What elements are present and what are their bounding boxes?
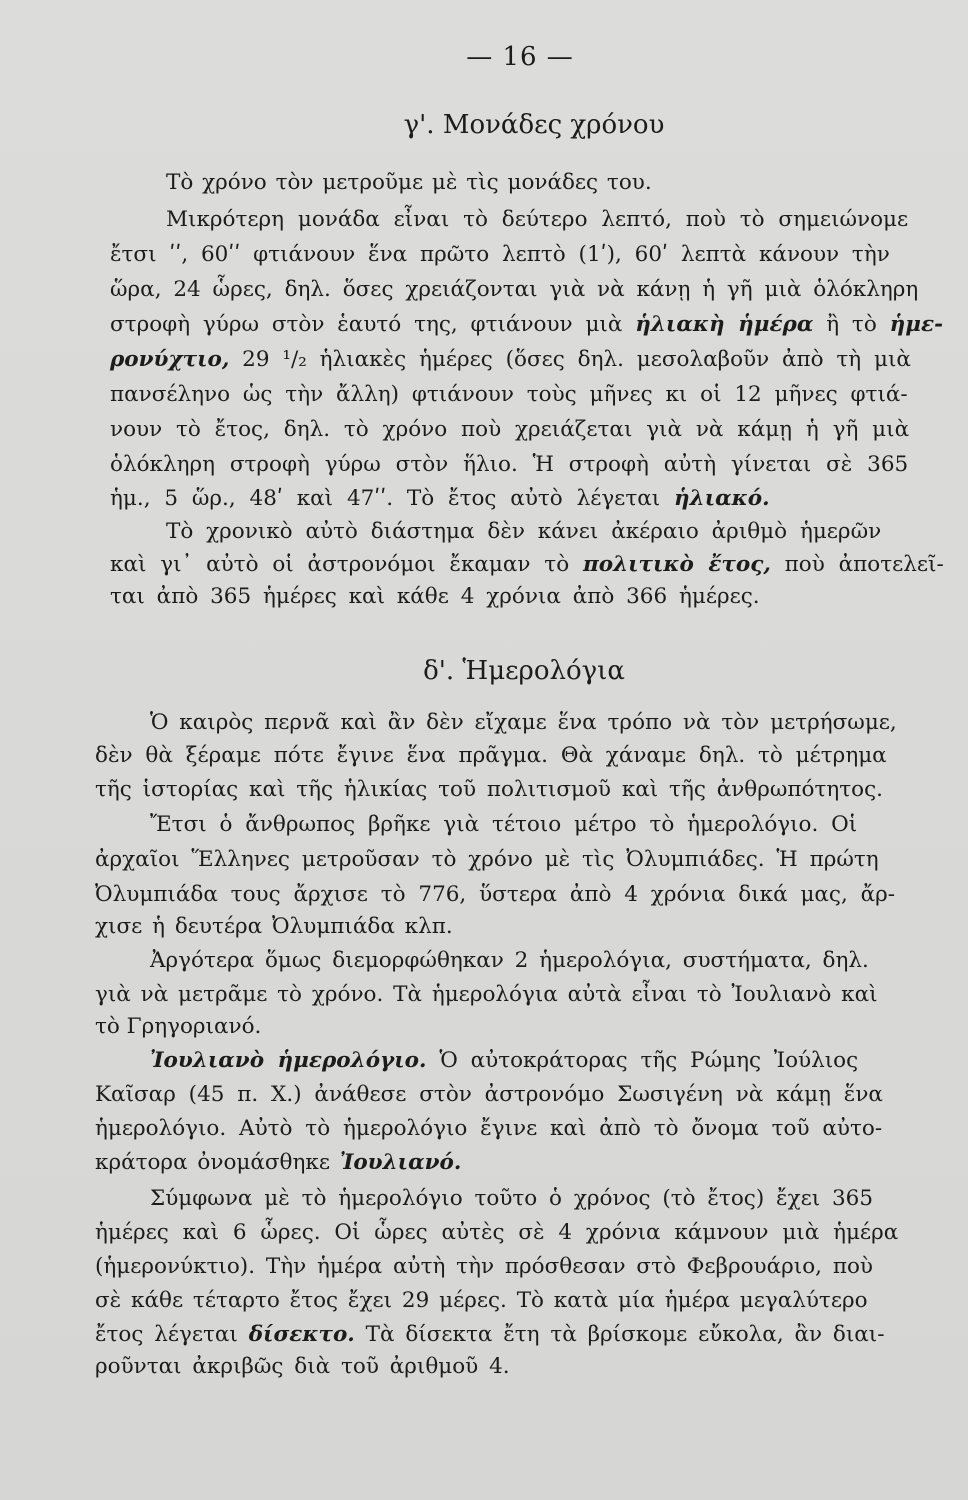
text-line: ὥρα, 24 ὧρες, δηλ. ὅσες χρειάζονται γιὰ νὰ κάνῃ ἡ γῆ μιὰ ὁλόκληρη — [110, 277, 919, 302]
text-line: πανσέληνο ὡς τὴν ἄλλη) φτιάνουν τοὺς μῆνες κι οἱ 12 μῆνες φτιά- — [110, 382, 908, 407]
text-line: δὲν θὰ ξέραμε πότε ἔγινε ἕνα πρᾶγμα. Θὰ χάναμε δηλ. τὸ μέτρημα — [95, 743, 887, 768]
text-line — [95, 1320, 885, 1350]
emphasis-nychthemeron-end: ρονύχτιο, — [110, 347, 230, 372]
emphasis-solar-day: ἡλιακὴ ἡμέρα — [635, 312, 814, 337]
text-line: ὁλόκληρη στροφὴ γύρω στὸν ἥλιο. Ἡ στροφὴ αὐτὴ γίνεται σὲ 365 — [110, 452, 909, 477]
text-line: ται ἀπὸ 365 ἡμέρες καὶ κάθε 4 χρόνια ἀπὸ 366 ἡμέρες. — [110, 584, 760, 609]
text-line: Ὀλυμπιάδα τους ἄρχισε τὸ 776, ὕστερα ἀπὸ 4 χρόνια δικά μας, ἄρ- — [95, 882, 896, 907]
text-line: Σύμφωνα μὲ τὸ ἡμερολόγιο τοῦτο ὁ χρόνος (τὸ ἔτος) ἔχει 365 — [150, 1186, 874, 1211]
emphasis-julian: Ἰουλιανό. — [339, 1150, 462, 1175]
text-run: Τὰ δίσεκτα ἔτη τὰ βρίσκομε εὔκολα, ἂν διαι- — [365, 1322, 885, 1347]
text-line — [110, 484, 770, 514]
section-heading-calendars: δ'. Ἡμερολόγια — [423, 656, 625, 686]
emphasis-solar-year: ἡλιακό. — [674, 486, 770, 511]
text-line: Ὁ καιρὸς περνᾶ καὶ ἂν δὲν εἴχαμε ἕνα τρόπο νὰ τὸν μετρήσωμε, — [150, 710, 897, 735]
text-run: ποὺ ἀποτελεῖ- — [784, 552, 944, 577]
text-line: Ἀργότερα ὅμως διεμορφώθηκαν 2 ἡμερολόγια, συστήματα, δηλ. — [150, 948, 869, 973]
text-line: γιὰ νὰ μετρᾶμε τὸ χρόνο. Τὰ ἡμερολόγια αὐτὰ εἶναι τὸ Ἰουλιανὸ καὶ — [95, 982, 878, 1007]
text-line: (ἡμερονύκτιο). Τὴν ἡμέρα αὐτὴ τὴν πρόσθεσαν στὸ Φεβρουάριο, ποὺ — [95, 1254, 873, 1279]
text-line: ροῦνται ἀκριβῶς διὰ τοῦ ἀριθμοῦ 4. — [95, 1354, 510, 1379]
text-run: καὶ γι᾿ αὐτὸ οἱ ἀστρονόμοι ἔκαμαν τὸ — [110, 552, 570, 577]
text-line: Τὸ χρόνο τὸν μετροῦμε μὲ τὶς μονάδες του. — [166, 170, 652, 195]
text-run: 29 ¹/₂ ἡλιακὲς ἡμέρες (ὅσες δηλ. μεσολαβοῦν ἀπὸ τὴ μιὰ — [242, 347, 911, 372]
text-run: ἢ τὸ — [826, 312, 877, 337]
text-line: νουν τὸ ἔτος, δηλ. τὸ χρόνο ποὺ χρειάζεται γιὰ νὰ κάμῃ ἡ γῆ μιὰ — [110, 417, 910, 442]
emphasis-civil-year: πολιτικὸ ἔτος, — [583, 552, 771, 577]
text-line: Τὸ χρονικὸ αὐτὸ διάστημα δὲν κάνει ἀκέραιο ἀριθμὸ ἡμερῶν — [166, 519, 882, 544]
text-run: ἡμ., 5 ὥρ., 48ʹ καὶ 47ʹʹ. Τὸ ἔτος αὐτὸ λέγεται — [110, 486, 661, 511]
text-line — [110, 310, 943, 340]
text-line: Μικρότερη μονάδα εἶναι τὸ δεύτερο λεπτό, ποὺ τὸ σημειώνομε — [166, 207, 909, 232]
text-run: κράτορα ὀνομάσθηκε — [95, 1150, 330, 1175]
emphasis-nychthemeron-start: ἡμε- — [889, 312, 943, 337]
text-run: Ὁ αὐτοκράτορας τῆς Ρώμης Ἰούλιος — [439, 1048, 859, 1073]
text-line: Καῖσαρ (45 π. Χ.) ἀνάθεσε στὸν ἀστρονόμο Σωσιγένη νὰ κάμῃ ἕνα — [95, 1082, 883, 1107]
text-run: ἔτος λέγεται — [95, 1322, 238, 1347]
emphasis-leap-year: δίσεκτο. — [248, 1322, 355, 1347]
section-heading-time-units: γ'. Μονάδες χρόνου — [403, 110, 665, 140]
text-line — [110, 550, 944, 580]
page-number: — 16 — — [466, 42, 574, 72]
emphasis-julian-calendar: Ἰουλιανὸ ἡμερολόγιο. — [150, 1048, 427, 1073]
text-line: χισε ἡ δευτέρα Ὀλυμπιάδα κλπ. — [95, 914, 453, 939]
text-line: τῆς ἱστορίας καὶ τῆς ἡλικίας τοῦ πολιτισμοῦ καὶ τῆς ἀνθρωπότητος. — [95, 777, 883, 802]
text-line: ἀρχαῖοι Ἕλληνες μετροῦσαν τὸ χρόνο μὲ τὶς Ὀλυμπιάδες. Ἡ πρώτη — [95, 847, 879, 872]
text-line: ἔτσι ʹʹ, 60ʹʹ φτιάνουν ἕνα πρῶτο λεπτὸ (1ʹ), 60ʹ λεπτὰ κάνουν τὴν — [110, 242, 890, 267]
text-line: Ἔτσι ὁ ἄνθρωπος βρῆκε γιὰ τέτοιο μέτρο τὸ ἡμερολόγιο. Οἱ — [150, 812, 858, 837]
text-line: ἡμέρες καὶ 6 ὧρες. Οἱ ὧρες αὐτὲς σὲ 4 χρόνια κάμνουν μιὰ ἡμέρα — [95, 1220, 899, 1245]
text-line — [110, 345, 911, 375]
text-line — [95, 1148, 461, 1178]
text-line — [150, 1046, 858, 1076]
text-line: σὲ κάθε τέταρτο ἔτος ἔχει 29 μέρες. Τὸ κατὰ μία ἡμέρα μεγαλύτερο — [95, 1288, 868, 1313]
text-line: τὸ Γρηγοριανό. — [95, 1014, 262, 1039]
text-run: στροφὴ γύρω στὸν ἑαυτό της, φτιάνουν μιὰ — [110, 312, 623, 337]
text-line: ἡμερολόγιο. Αὐτὸ τὸ ἡμερολόγιο ἔγινε καὶ ἀπὸ τὸ ὄνομα τοῦ αὐτο- — [95, 1116, 883, 1141]
